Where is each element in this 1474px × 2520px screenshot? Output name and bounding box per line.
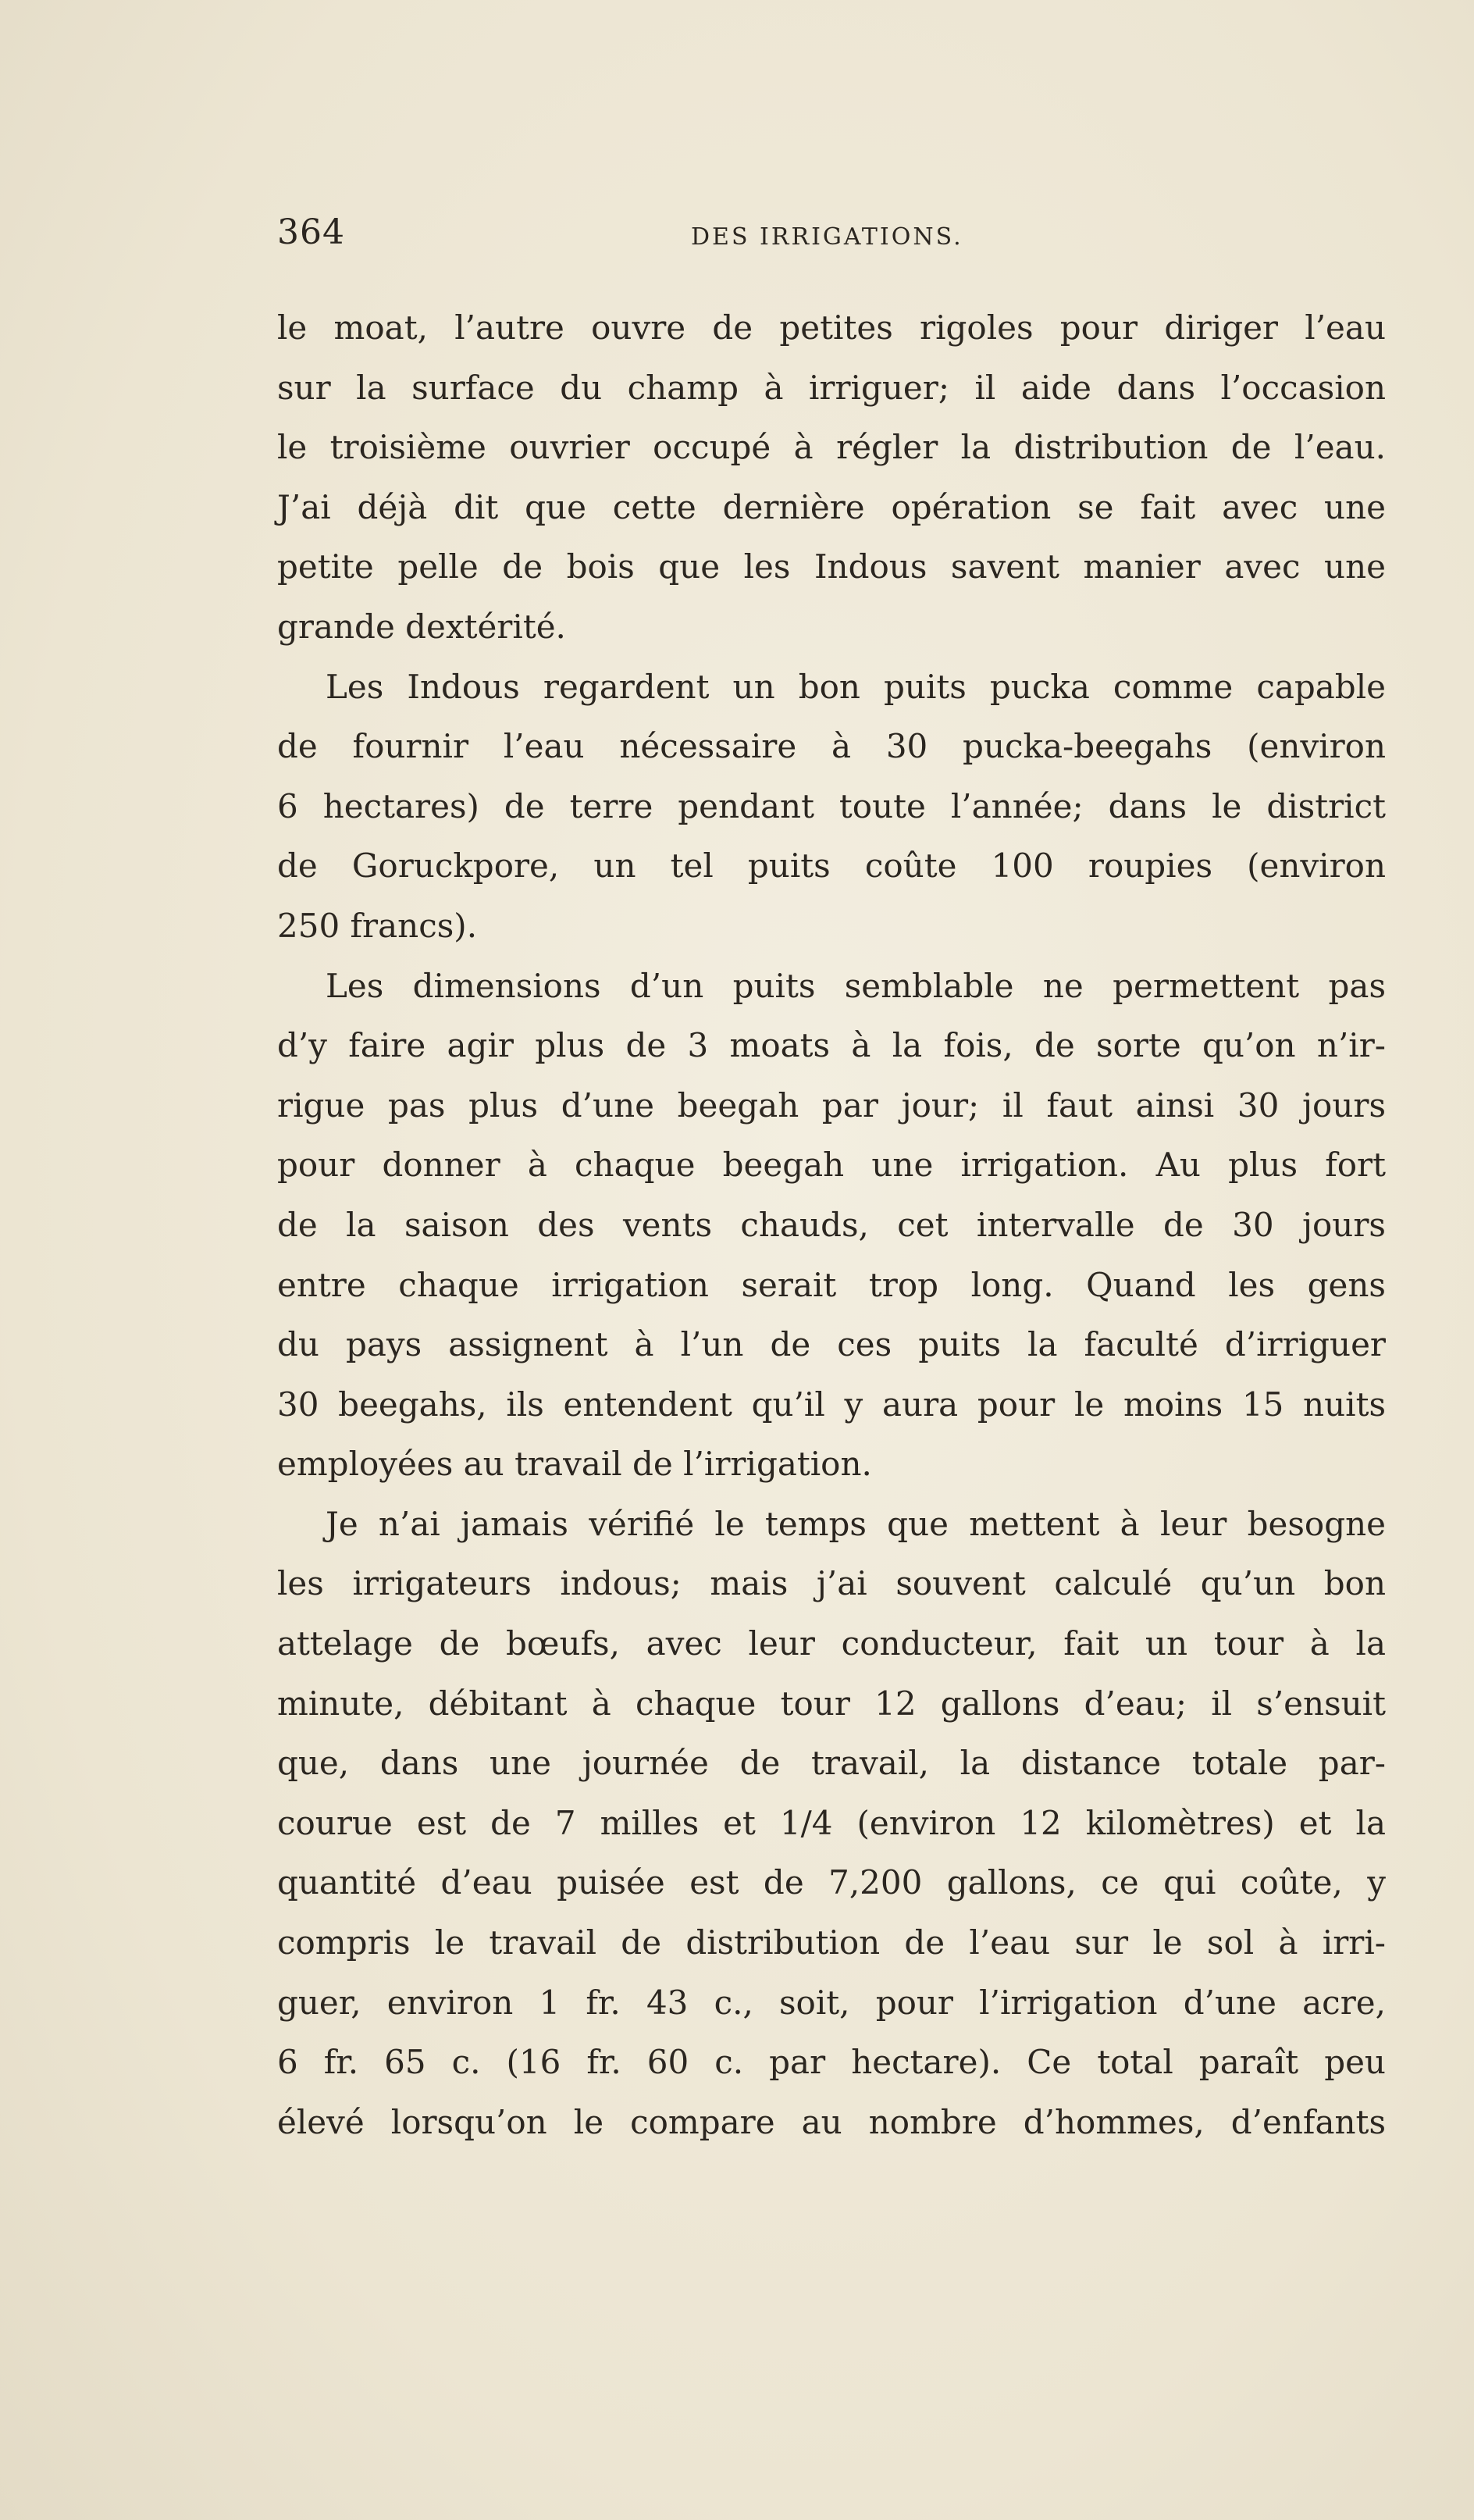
text-line: le moat, l’autre ouvre de petites rigoles pour diriger l’eau (277, 308, 1386, 347)
text-line: sur la surface du champ à irriguer; il aide dans l’occasion (277, 368, 1386, 407)
text-line: quantité d’eau puisée est de 7,200 gallons, ce qui coûte, y (277, 1863, 1386, 1902)
text-line: employées au travail de l’irrigation. (277, 1445, 872, 1484)
text-line: grande dextérité. (277, 607, 566, 646)
body-text (277, 298, 1386, 2152)
text-line: de la saison des vents chauds, cet intervalle de 30 jours (277, 1205, 1386, 1244)
text-line: que, dans une journée de travail, la distance totale par- (277, 1744, 1386, 1783)
text-line: Je n’ai jamais vérifié le temps que mettent à leur besogne (326, 1504, 1386, 1543)
text-line: J’ai déjà dit que cette dernière opération se fait avec une (277, 487, 1386, 526)
text-line: de fournir l’eau nécessaire à 30 pucka-beegahs (environ (277, 727, 1386, 766)
text-line: 6 hectares) de terre pendant toute l’année; dans le district (277, 786, 1386, 825)
text-line: les irrigateurs indous; mais j’ai souvent calculé qu’un bon (277, 1564, 1386, 1603)
page-number: 364 (277, 212, 345, 252)
text-line: le troisième ouvrier occupé à régler la distribution de l’eau. (277, 428, 1386, 467)
text-line: 30 beegahs, ils entendent qu’il y aura pour le moins 15 nuits (277, 1385, 1386, 1424)
text-line: 250 francs). (277, 906, 478, 945)
text-line: rigue pas plus d’une beegah par jour; il faut ainsi 30 jours (277, 1085, 1386, 1125)
text-line: pour donner à chaque beegah une irrigation. Au plus fort (277, 1146, 1386, 1185)
text-line: attelage de bœufs, avec leur conducteur, fait un tour à la (277, 1624, 1386, 1663)
text-line: entre chaque irrigation serait trop long. Quand les gens (277, 1265, 1386, 1304)
text-line: petite pelle de bois que les Indous savent manier avec une (277, 547, 1386, 586)
text-line: guer, environ 1 fr. 43 c., soit, pour l’irrigation d’une acre, (277, 1983, 1386, 2022)
text-line: de Goruckpore, un tel puits coûte 100 roupies (environ (277, 847, 1386, 886)
text-line: d’y faire agir plus de 3 moats à la fois, de sorte qu’on n’ir- (277, 1026, 1386, 1065)
text-line: du pays assignent à l’un de ces puits la faculté d’irriguer (277, 1325, 1386, 1364)
text-line: Les Indous regardent un bon puits pucka comme capable (326, 667, 1386, 706)
page-header (277, 212, 1386, 259)
text-line: élevé lorsqu’on le compare au nombre d’hommes, d’enfants (277, 2102, 1386, 2141)
text-line: compris le travail de distribution de l’eau sur le sol à irri- (277, 1923, 1386, 1962)
text-line: minute, débitant à chaque tour 12 gallons d’eau; il s’ensuit (277, 1684, 1386, 1723)
text-line: courue est de 7 milles et 1/4 (environ 12 kilomètres) et la (277, 1803, 1386, 1842)
running-title: DES IRRIGATIONS. (691, 223, 963, 251)
text-line: Les dimensions d’un puits semblable ne permettent pas (326, 966, 1386, 1005)
text-line: 6 fr. 65 c. (16 fr. 60 c. par hectare). Ce total paraît peu (277, 2043, 1386, 2082)
